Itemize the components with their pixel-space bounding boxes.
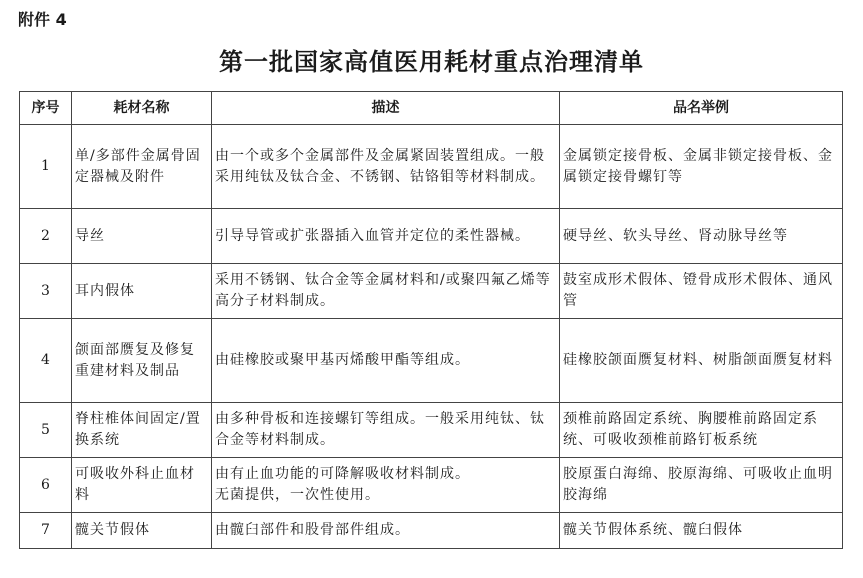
cell-name: 单/多部件金属骨固定器械及附件 (72, 125, 212, 209)
table-row (20, 458, 843, 513)
cell-name: 耳内假体 (72, 264, 212, 319)
table-row (20, 319, 843, 403)
cell-desc-line: 由有止血功能的可降解吸收材料制成。 (215, 466, 470, 482)
cell-examples: 金属锁定接骨板、金属非锁定接骨板、金属锁定接骨螺钉等 (560, 125, 843, 209)
table-row (20, 264, 843, 319)
cell-desc-line: 无菌提供，一次性使用。 (215, 487, 380, 503)
cell-desc: 由多种骨板和连接螺钉等组成。一般采用纯钛、钛合金等材料制成。 (212, 403, 560, 458)
cell-desc: 由一个或多个金属部件及金属紧固装置组成。一般采用纯钛及钛合金、不锈钢、钴铬钼等材料制成。 (212, 125, 560, 209)
table-row (20, 125, 843, 209)
header-seq: 序号 (20, 92, 72, 125)
table-row (20, 513, 843, 549)
cell-examples: 硬导丝、软头导丝、肾动脉导丝等 (560, 209, 843, 264)
cell-examples: 硅橡胶颌面赝复材料、树脂颌面赝复材料 (560, 319, 843, 403)
cell-seq: 2 (20, 209, 72, 264)
cell-seq: 1 (20, 125, 72, 209)
cell-name: 脊柱椎体间固定/置换系统 (72, 403, 212, 458)
consumables-table (19, 91, 843, 549)
table-row (20, 209, 843, 264)
cell-desc (212, 458, 560, 513)
header-name: 耗材名称 (72, 92, 212, 125)
header-examples: 品名举例 (560, 92, 843, 125)
cell-examples: 胶原蛋白海绵、胶原海绵、可吸收止血明胶海绵 (560, 458, 843, 513)
cell-name: 可吸收外科止血材料 (72, 458, 212, 513)
attachment-label: 附件 4 (18, 10, 67, 29)
cell-examples: 鼓室成形术假体、镫骨成形术假体、通风管 (560, 264, 843, 319)
table-row (20, 403, 843, 458)
cell-seq: 5 (20, 403, 72, 458)
cell-desc: 采用不锈钢、钛合金等金属材料和/或聚四氟乙烯等高分子材料制成。 (212, 264, 560, 319)
cell-seq: 7 (20, 513, 72, 549)
cell-desc: 由髋臼部件和股骨部件组成。 (212, 513, 560, 549)
cell-name: 颌面部赝复及修复重建材料及制品 (72, 319, 212, 403)
cell-desc: 引导导管或扩张器插入血管并定位的柔性器械。 (212, 209, 560, 264)
table-header-row (20, 92, 843, 125)
header-desc: 描述 (212, 92, 560, 125)
cell-examples: 颈椎前路固定系统、胸腰椎前路固定系统、可吸收颈椎前路钉板系统 (560, 403, 843, 458)
cell-seq: 3 (20, 264, 72, 319)
cell-desc: 由硅橡胶或聚甲基丙烯酸甲酯等组成。 (212, 319, 560, 403)
cell-examples: 髋关节假体系统、髋臼假体 (560, 513, 843, 549)
cell-seq: 4 (20, 319, 72, 403)
cell-seq: 6 (20, 458, 72, 513)
cell-name: 导丝 (72, 209, 212, 264)
page-title: 第一批国家高值医用耗材重点治理清单 (219, 48, 644, 76)
cell-name: 髋关节假体 (72, 513, 212, 549)
